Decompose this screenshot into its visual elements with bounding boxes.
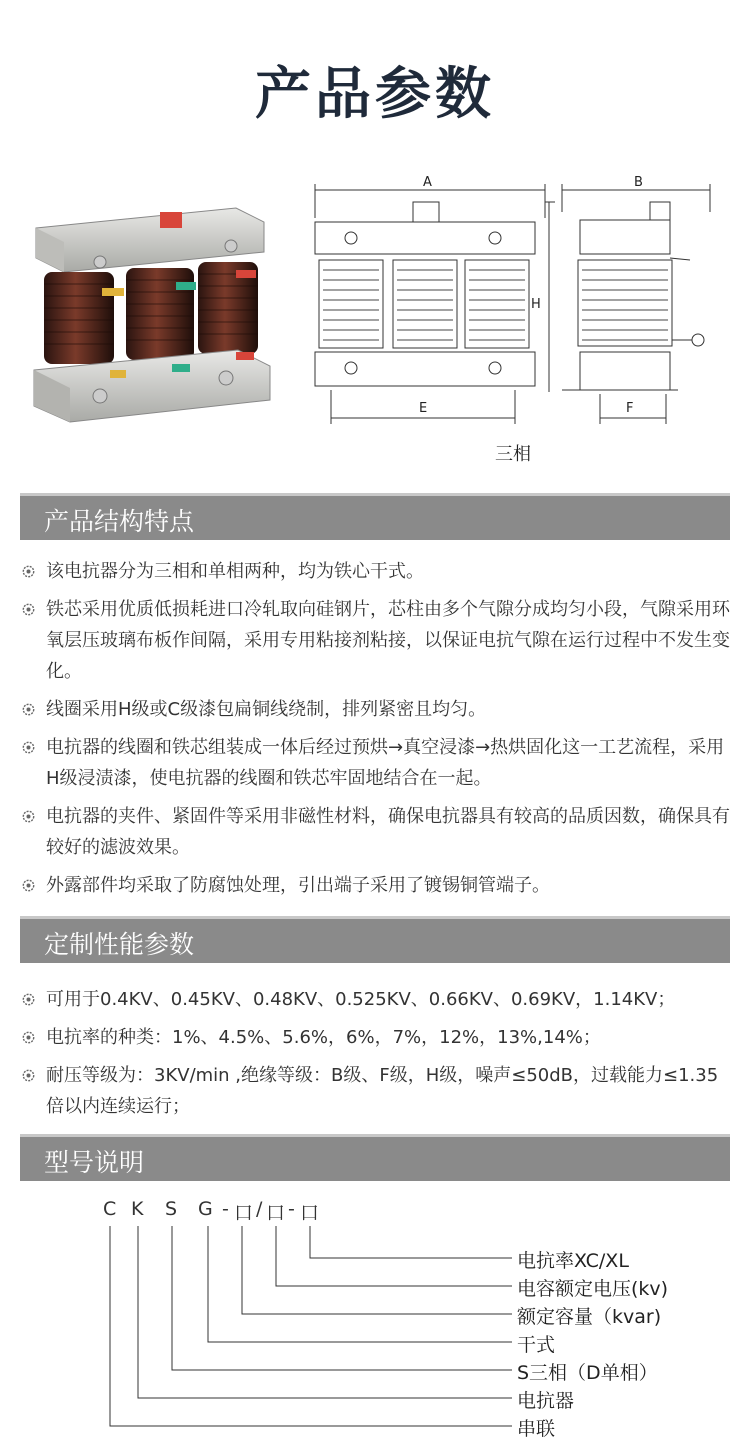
model-label-dry-type: 干式 [517,1334,556,1356]
gear-bullet-icon [22,993,35,1006]
model-code-char: 口 [300,1202,320,1224]
dim-label-a: A [423,175,432,190]
model-label-reactance-rate: 电抗率XC/XL [517,1250,629,1272]
model-code-char: - [222,1198,229,1220]
list-item: 铁芯采用优质低损耗进口冷轧取向硅钢片，芯柱由多个气隙分成均匀小段，气隙采用环氧层压玻璃布板作间隔，采用专用粘接剂粘接，以保证电抗气隙在运行过程中不发生变化。 [20,594,732,687]
side-view-drawing [560,172,720,432]
model-label-rated-voltage: 电容额定电压(kv) [517,1278,669,1300]
gear-bullet-icon [22,603,35,616]
model-label-reactor: 电抗器 [517,1390,575,1412]
gear-bullet-icon [22,565,35,578]
section-heading-label: 产品结构特点 [44,507,195,536]
gear-bullet-icon [22,741,35,754]
section-heading-label: 定制性能参数 [44,930,195,959]
figure-caption: 三相 [495,444,531,465]
model-code-char: S [165,1198,178,1220]
gear-bullet-icon [22,703,35,716]
model-code-char: K [131,1198,144,1220]
model-label-phase: S三相（D单相） [517,1362,658,1384]
gear-bullet-icon [22,810,35,823]
gear-bullet-icon [22,1069,35,1082]
structure-feature-list [20,556,732,908]
list-item: 电抗器的夹件、紧固件等采用非磁性材料，确保电抗器具有较高的品质因数，确保具有较好的滤波效果。 [20,801,732,863]
gear-bullet-icon [22,879,35,892]
section-heading-model-explanation [20,1134,730,1181]
model-label-rated-capacity: 额定容量（kvar) [517,1306,662,1328]
model-code-char: 口 [266,1202,286,1224]
list-item: 外露部件均采取了防腐蚀处理，引出端子采用了镀锡铜管端子。 [20,870,732,901]
list-item: 电抗器的线圈和铁芯组装成一体后经过预烘→真空浸漆→热烘固化这一工艺流程，采用H级浸渍漆，使电抗器的线圈和铁芯牢固地结合在一起。 [20,732,732,794]
page-title: 产品参数 [255,62,495,127]
section-heading-label: 型号说明 [44,1148,145,1177]
dim-label-h: H [531,297,541,312]
list-item: 电抗率的种类：1%、4.5%、5.6%，6%，7%，12%，13%,14%； [20,1022,732,1053]
list-item: 耐压等级为：3KV/min ,绝缘等级：B级、F级，H级，噪声≤50dB，过载能力≤1.35倍以内连续运行； [20,1060,732,1122]
model-code-char: C [103,1198,117,1220]
gear-bullet-icon [22,1031,35,1044]
custom-params-list [20,984,732,1129]
section-heading-custom-params [20,916,730,963]
model-code-char: / [256,1198,263,1220]
model-code-char: - [288,1198,295,1220]
dim-label-b: B [634,175,643,190]
list-item: 可用于0.4KV、0.45KV、0.48KV、0.525KV、0.66KV、0.69KV，1.14KV； [20,984,732,1015]
product-photo [26,200,276,440]
model-code-leader-lines [0,1222,750,1451]
list-item: 线圈采用H级或C级漆包扁铜线绕制，排列紧密且均匀。 [20,694,732,725]
section-heading-structure [20,493,730,540]
model-code-char: G [198,1198,213,1220]
model-code-char: 口 [234,1202,254,1224]
front-view-drawing [305,172,555,432]
model-label-series: 串联 [517,1418,556,1440]
list-item: 该电抗器分为三相和单相两种，均为铁心干式。 [20,556,732,587]
dim-label-e: E [419,401,428,416]
dim-label-f: F [626,401,634,416]
